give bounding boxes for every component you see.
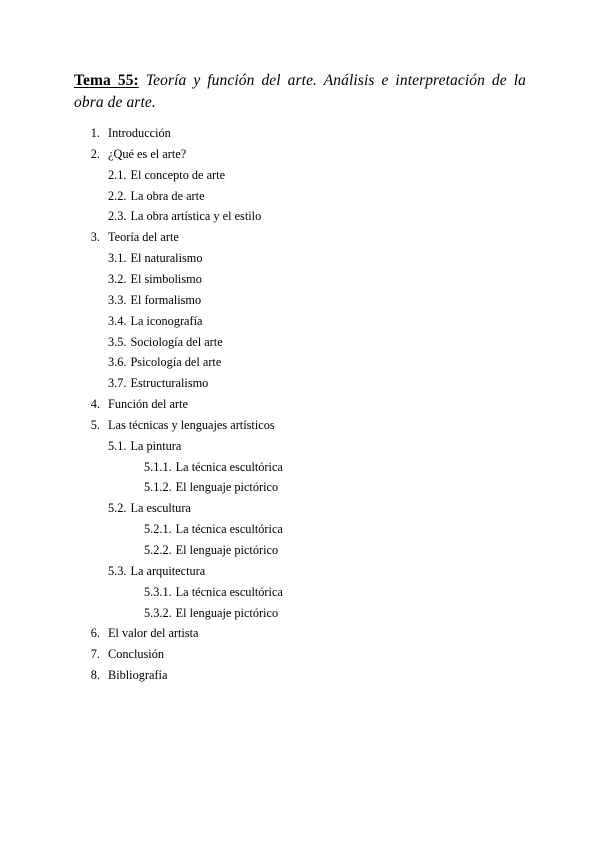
toc-item-number: 3.7. <box>108 376 127 391</box>
toc-item-number: 3.4. <box>108 313 127 328</box>
toc-item-body <box>90 227 179 247</box>
topic-title: Teoría y función del arte. Análisis e interpretación de la obra de arte. <box>74 72 526 111</box>
toc-item-text: La arquitectura <box>130 563 206 578</box>
toc-item-number: 5.1.2. <box>144 480 172 495</box>
toc-item-level-3 <box>144 540 278 560</box>
toc-item-body <box>90 123 171 143</box>
toc-item-number: 5.1. <box>108 438 127 453</box>
toc-item-level-3 <box>144 582 283 602</box>
toc-item-level-2 <box>108 165 225 185</box>
toc-item-level-2 <box>108 498 191 518</box>
toc-item-text: La técnica escultórica <box>175 459 283 474</box>
toc-item-number: 5.3.1. <box>144 584 172 599</box>
toc-item-number: 3.3. <box>108 292 127 307</box>
toc-item-number: 2.2. <box>108 188 127 203</box>
toc-item-level-1 <box>90 415 275 435</box>
toc-item-body <box>90 623 199 643</box>
toc-item-text: ¿Qué es el arte? <box>108 146 187 161</box>
toc-item-text: Introducción <box>108 126 171 140</box>
toc-item-level-2 <box>108 269 202 289</box>
toc-item-number: 3. <box>90 230 100 245</box>
toc-item-text: La técnica escultórica <box>175 584 283 599</box>
toc-item-level-2 <box>108 561 205 581</box>
toc-item-number: 5.3. <box>108 563 127 578</box>
toc-item-number: 5.1.1. <box>144 459 172 474</box>
toc-item-text: El valor del artista <box>108 626 199 641</box>
toc-item-text: El naturalismo <box>130 251 203 266</box>
toc-item-number: 7. <box>90 647 100 662</box>
toc-item-number: 4. <box>90 397 100 412</box>
toc-item-number: 2. <box>90 146 100 161</box>
toc-item-number: 8. <box>90 668 100 683</box>
toc-item-body <box>90 415 275 435</box>
toc-item-text: El formalismo <box>130 292 202 307</box>
toc-item-text: Función del arte <box>108 397 188 412</box>
toc-item-text: El lenguaje pictórico <box>175 543 279 557</box>
toc-item-level-2 <box>108 332 223 352</box>
toc-item-level-2 <box>108 373 208 393</box>
toc-item-text: Conclusión <box>108 647 165 662</box>
toc-item-text: La iconografía <box>130 313 203 328</box>
toc-item-text: La escultura <box>130 501 191 516</box>
toc-item-number: 5.2.2. <box>144 543 172 557</box>
toc-item-number: 6. <box>90 626 100 641</box>
toc-item-level-3 <box>144 519 283 539</box>
toc-item-number: 5.2. <box>108 501 127 516</box>
toc-item-level-1 <box>90 623 199 643</box>
toc-item-text: Bibliografía <box>108 668 168 683</box>
toc-item-text: La pintura <box>130 438 182 453</box>
toc-item-level-3 <box>144 477 278 497</box>
toc-item-level-2 <box>108 186 205 206</box>
toc-item-text: Teoría del arte <box>108 230 179 245</box>
toc-item-body <box>90 144 187 164</box>
toc-item-number: 5.3.2. <box>144 605 172 620</box>
toc-item-number: 3.5. <box>108 334 127 349</box>
toc-item-level-2 <box>108 290 201 310</box>
toc-item-text: Estructuralismo <box>130 376 209 391</box>
toc-item-body <box>90 665 168 685</box>
toc-item-number: 1. <box>90 126 100 140</box>
toc-item-level-2 <box>108 206 261 226</box>
toc-item-text: Psicología del arte <box>130 355 222 370</box>
toc-item-text: El concepto de arte <box>130 167 226 182</box>
toc-item-body <box>90 644 165 664</box>
document-title <box>74 70 526 114</box>
toc-item-text: La técnica escultórica <box>175 522 283 537</box>
toc-item-text: La obra artística y el estilo <box>130 209 262 224</box>
toc-item-number: 5.2.1. <box>144 522 172 537</box>
toc-item-text: El lenguaje pictórico <box>175 605 279 620</box>
toc-item-number: 2.3. <box>108 209 127 224</box>
toc-item-text: La obra de arte <box>130 188 205 203</box>
toc-item-text: Las técnicas y lenguajes artísticos <box>108 417 275 432</box>
toc-item-number: 2.1. <box>108 167 127 182</box>
toc-item-text: Sociología del arte <box>130 334 223 349</box>
toc-item-level-1 <box>90 144 187 164</box>
toc-item-number: 3.6. <box>108 355 127 370</box>
toc-item-level-1 <box>90 644 165 664</box>
toc-item-number: 3.2. <box>108 271 127 286</box>
toc-item-level-1 <box>90 665 168 685</box>
toc-item-level-2 <box>108 311 203 331</box>
toc-item-body <box>90 394 188 414</box>
toc-item-number: 3.1. <box>108 251 127 266</box>
toc-item-level-3 <box>144 603 278 623</box>
toc-item-level-3 <box>144 457 283 477</box>
toc-item-level-1 <box>90 394 188 414</box>
topic-label: Tema 55: <box>74 72 139 89</box>
toc-item-level-1 <box>90 123 171 143</box>
toc-item-number: 5. <box>90 417 100 432</box>
toc-item-level-2 <box>108 352 221 372</box>
toc-item-level-1 <box>90 227 179 247</box>
toc-item-text: El lenguaje pictórico <box>175 480 279 495</box>
toc-item-text: El simbolismo <box>130 271 202 286</box>
toc-item-level-2 <box>108 436 181 456</box>
toc-item-level-2 <box>108 248 203 268</box>
